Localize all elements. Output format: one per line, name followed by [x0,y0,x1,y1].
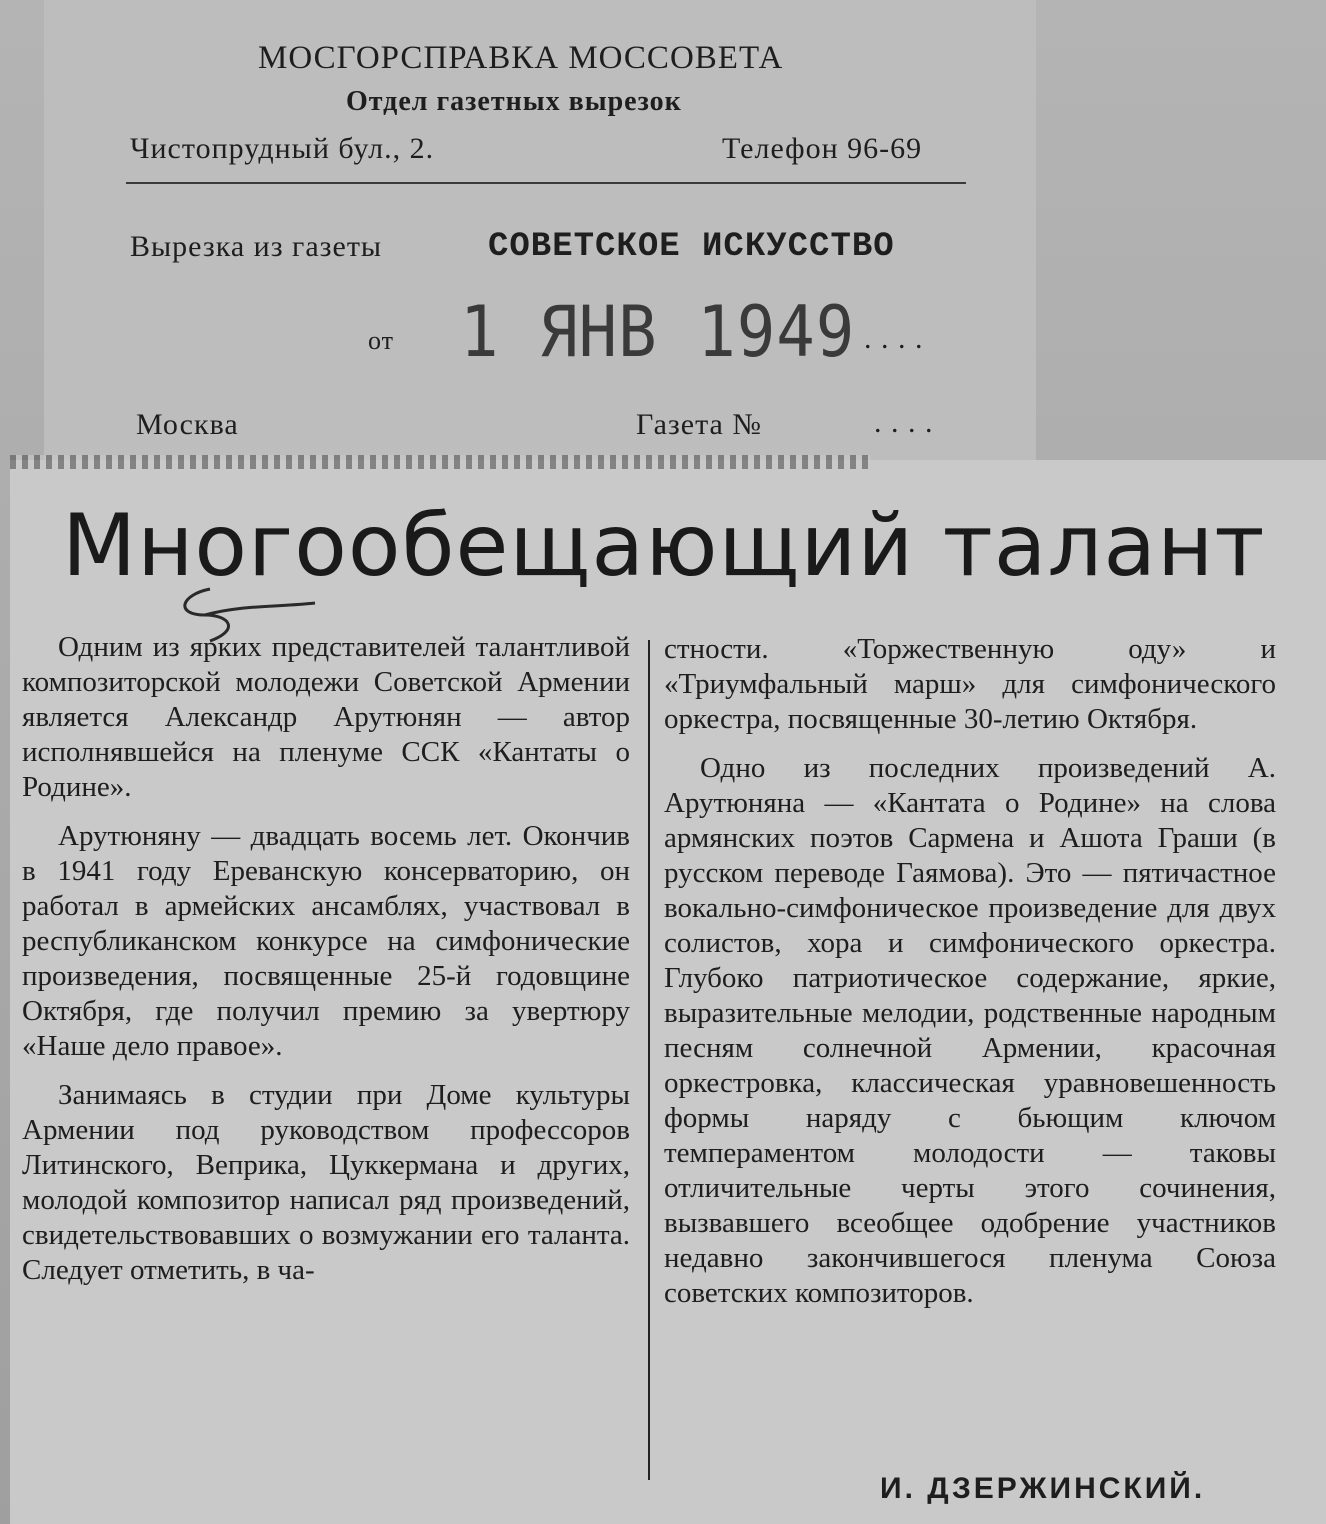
clipping-source-label: Вырезка из газеты [130,230,383,263]
paragraph: стности. «Торжественную оду» и «Триумфальный марш» для симфонического оркестра, посвященные 30-летию Октября. [664,633,1276,735]
issue-number-label: Газета № [636,408,762,441]
paragraph: Одно из последних произведений А. Арутюняна — «Кантата о Родине» на слова армянских поэтов Сармена и Ашота Граши (в русском переводе Гаямова). Это — пятичастное вокально-симфоническое произведение для двух солистов, хора и симфонического оркестра. Глубоко патриотическое содержание, яркие, выразительные мелодии, родственные народным песням солнечной Армении, красочная оркестровка, классическая уравновешенность формы наряду с бьющим ключом темпераментом молодости — таковы отличительные черты этого сочинения, вызвавшего всеобщее одобрение участников недавно закончившегося пленума Союза советских композиторов. [664,752,1276,1309]
agency-name: МОСГОРСПРАВКА МОССОВЕТА [258,40,784,76]
agency-phone: Телефон 96-69 [722,132,923,165]
clipping-service-label [44,0,1036,470]
date-stamp: 1 ЯНВ 1949 [460,292,856,374]
paragraph: Занимаясь в студии при Доме культуры Армении под руководством профессоров Литинского, Веприка, Цуккермана и других, молодой композитор написал ряд произведений, свидетельствовавших о возмужании его таланта. Следует отметить, в ча- [22,1079,630,1286]
agency-address: Чистопрудный бул., 2. [130,132,435,165]
author-signature: И. ДЗЕРЖИНСКИЙ. [880,1472,1206,1505]
article-column-left [22,630,630,1302]
city-label: Москва [136,408,239,441]
newspaper-name: СОВЕТСКОЕ ИСКУССТВО [488,228,895,266]
column-rule [648,640,650,1480]
date-dots: . . . . [864,322,924,355]
date-label: от [368,326,395,355]
paragraph: Арутюняну — двадцать восемь лет. Окончив в 1941 году Ереванскую консерваторию, он работал в армейских ансамблях, участвовал в республиканском конкурсе на симфонические произведения, посвященные 25-й годовщине Октября, где получил премию за увертюру «Наше дело правое». [22,820,630,1062]
torn-edge [10,455,870,469]
article-column-right [664,632,1276,1325]
issue-number-dots: . . . . [874,406,934,439]
article-headline: Многообещающий талант [62,496,1266,596]
department-name: Отдел газетных вырезок [346,86,682,117]
paragraph: Одним из ярких представителей талантливой композиторской молодежи Советской Армении является Александр Арутюнян — автор исполнявшейся на пленуме ССК «Кантаты о Родине». [22,631,630,803]
label-divider [126,182,966,184]
